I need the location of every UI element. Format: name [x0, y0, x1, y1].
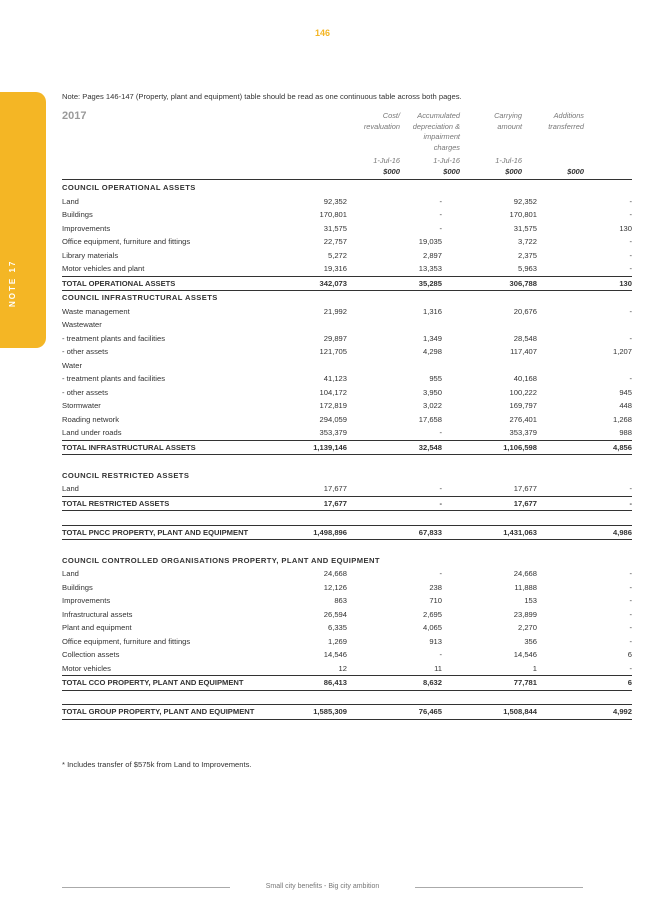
cell-cost: 1,269 — [327, 636, 347, 646]
table-row — [62, 413, 632, 427]
row-gap — [157, 621, 252, 635]
table-row — [62, 662, 632, 676]
cell-depreciation: 3,022 — [422, 401, 442, 410]
cell-carrying-amount: 17,677 — [513, 484, 537, 493]
cell-depreciation: 17,658 — [418, 414, 442, 424]
row-label: Infrastructural assets — [62, 609, 133, 619]
cell-depreciation: - — [439, 650, 442, 659]
grand-total-row — [62, 525, 632, 540]
cell-carrying-amount — [442, 359, 537, 373]
cell-carrying-amount: 28,548 — [513, 333, 537, 343]
row-gap — [157, 413, 252, 427]
page-number: 146 — [314, 28, 331, 38]
cell-additions: - — [629, 582, 632, 592]
cell-depreciation: 3,950 — [422, 387, 442, 397]
row-gap — [157, 662, 252, 676]
cell-cost: 294,059 — [319, 414, 347, 424]
cell-carrying-amount: 1 — [532, 663, 537, 673]
cell-depreciation: - — [439, 196, 442, 206]
cell-carrying-amount: 169,797 — [509, 401, 537, 410]
row-label: Land under roads — [62, 428, 122, 437]
cell-cost: 6,335 — [327, 623, 347, 632]
table-row — [62, 249, 632, 263]
cell-additions: - — [629, 609, 632, 619]
subtotal-row — [62, 440, 632, 455]
cell-depreciation: - — [439, 569, 442, 578]
row-gap — [157, 345, 252, 359]
row-gap — [157, 372, 252, 386]
section-heading — [62, 181, 632, 195]
cell-carrying-amount: 17,677 — [442, 496, 537, 511]
row-label: Library materials — [62, 250, 119, 260]
column-header-depreciation: Accumulated depreciation & impairment charges — [412, 111, 460, 152]
column-unit-cost: $000 — [383, 167, 400, 176]
table-year: 2017 — [62, 110, 87, 122]
column-date-depreciation: 1-Jul-16 — [433, 156, 460, 165]
side-tab — [0, 92, 46, 348]
cell-carrying-amount: 92,352 — [513, 196, 537, 206]
cell-carrying-amount: 276,401 — [509, 414, 537, 424]
table-spacer — [62, 511, 632, 526]
cell-cost: 86,413 — [252, 676, 347, 691]
cell-additions: - — [629, 264, 632, 273]
cell-additions — [537, 318, 632, 332]
cell-cost: 41,123 — [323, 374, 347, 383]
cell-cost: 17,677 — [252, 496, 347, 511]
cell-cost: 17,677 — [323, 484, 347, 493]
cell-additions: 4,992 — [537, 705, 632, 720]
row-gap — [157, 222, 252, 236]
column-header-carrying-amount: Carrying amount — [494, 111, 522, 131]
cell-additions: 130 — [537, 276, 632, 291]
row-gap — [157, 249, 252, 263]
table-row — [62, 372, 632, 386]
cell-additions: 945 — [619, 387, 632, 397]
side-tab-label: NOTE 17 — [8, 259, 17, 307]
cell-carrying-amount — [442, 318, 537, 332]
column-date-cost: 1-Jul-16 — [373, 156, 400, 165]
cell-depreciation: 2,897 — [422, 250, 442, 260]
cell-additions: 1,268 — [612, 414, 632, 424]
cell-additions: - — [537, 496, 632, 511]
cell-depreciation: - — [439, 223, 442, 233]
cell-depreciation: 4,065 — [422, 623, 442, 632]
cell-additions: - — [629, 210, 632, 219]
row-label: Office equipment, furniture and fittings — [62, 636, 191, 646]
cell-cost: 12 — [338, 663, 347, 673]
row-gap — [157, 426, 252, 440]
row-label: - other assets — [62, 387, 109, 397]
cell-additions: 988 — [619, 428, 632, 437]
row-label: Buildings — [62, 210, 93, 219]
cell-carrying-amount: 1,106,598 — [442, 440, 537, 455]
cell-carrying-amount: 1,508,844 — [442, 705, 537, 720]
row-label: Improvements — [62, 223, 111, 233]
column-header-cost: Cost/ revaluation — [363, 111, 400, 131]
cell-depreciation: 8,632 — [347, 676, 442, 691]
cell-additions: - — [629, 596, 632, 605]
cell-additions: - — [629, 237, 632, 246]
column-header-additions: Additions transferred — [548, 111, 584, 131]
cell-carrying-amount: 100,222 — [509, 387, 537, 397]
section-heading — [62, 291, 632, 305]
row-label: Water — [62, 360, 82, 370]
cell-depreciation: 955 — [429, 374, 442, 383]
cell-cost: 1,585,309 — [252, 705, 347, 720]
section-heading-label: COUNCIL INFRASTRUCTURAL ASSETS — [62, 293, 218, 302]
table-row — [62, 262, 632, 276]
column-unit-carrying-amount: $000 — [505, 167, 522, 176]
cell-cost: 24,668 — [323, 569, 347, 578]
section-heading-label: COUNCIL OPERATIONAL ASSETS — [62, 183, 196, 192]
cell-cost: 5,272 — [327, 250, 347, 260]
cell-additions: - — [629, 623, 632, 632]
cell-additions: 1,207 — [612, 347, 632, 356]
cell-depreciation: 4,298 — [422, 347, 442, 356]
cell-cost: 104,172 — [319, 387, 347, 397]
row-gap — [157, 482, 252, 496]
cell-carrying-amount: 2,375 — [517, 250, 537, 260]
row-label: Waste management — [62, 306, 130, 316]
table-spacer — [62, 455, 632, 469]
cell-cost: 1,139,146 — [252, 440, 347, 455]
row-gap — [157, 262, 252, 276]
row-gap — [157, 208, 252, 222]
cell-additions: - — [629, 569, 632, 578]
cell-carrying-amount: 11,888 — [514, 582, 537, 592]
table-spacer — [62, 540, 632, 554]
row-gap — [157, 399, 252, 413]
table-row — [62, 621, 632, 635]
cell-depreciation: 710 — [429, 596, 442, 605]
cell-cost: 14,546 — [323, 650, 347, 659]
cell-depreciation: 67,833 — [347, 525, 442, 540]
cell-additions: 6 — [627, 650, 632, 659]
grand-total-row — [62, 705, 632, 720]
row-label: Land — [62, 196, 79, 206]
cell-additions: - — [629, 196, 632, 206]
table-row — [62, 332, 632, 346]
row-label: - other assets — [62, 347, 109, 356]
table-row — [62, 318, 632, 332]
table-row — [62, 386, 632, 400]
row-gap — [157, 332, 252, 346]
cell-depreciation: - — [347, 496, 442, 511]
cell-depreciation: 11 — [434, 663, 442, 673]
footnote: * Includes transfer of $575k from Land to Improvements. — [62, 760, 252, 769]
section-heading — [62, 469, 632, 483]
cell-cost: 863 — [334, 596, 347, 605]
cell-depreciation: 32,548 — [347, 440, 442, 455]
cell-cost: 12,126 — [323, 582, 347, 592]
row-gap — [157, 386, 252, 400]
cell-carrying-amount: 306,788 — [442, 276, 537, 291]
cell-additions: - — [629, 663, 632, 673]
cell-depreciation: 13,353 — [418, 264, 442, 273]
row-gap — [157, 318, 252, 332]
row-label: - treatment plants and facilities — [62, 333, 165, 343]
row-label: Motor vehicles and plant — [62, 264, 145, 273]
cell-depreciation: 1,316 — [422, 306, 442, 316]
cell-cost: 26,594 — [323, 609, 347, 619]
row-label: TOTAL RESTRICTED ASSETS — [62, 496, 157, 511]
cell-additions: - — [629, 484, 632, 493]
cell-cost: 353,379 — [319, 428, 347, 437]
subtotal-row — [62, 496, 632, 511]
table-row — [62, 426, 632, 440]
table-row — [62, 222, 632, 236]
row-label: Collection assets — [62, 650, 120, 659]
cell-cost: 31,575 — [323, 223, 347, 233]
cell-carrying-amount: 353,379 — [509, 428, 537, 437]
cell-additions: 4,856 — [537, 440, 632, 455]
cell-carrying-amount: 153 — [524, 596, 537, 605]
cell-additions: 130 — [619, 223, 632, 233]
subtotal-row — [62, 276, 632, 291]
row-label: Improvements — [62, 596, 111, 605]
row-gap — [157, 359, 252, 373]
cell-depreciation: - — [439, 210, 442, 219]
table-row — [62, 594, 632, 608]
column-unit-additions: $000 — [567, 167, 584, 176]
row-label: Stormwater — [62, 401, 101, 410]
section-heading — [62, 554, 632, 568]
cell-additions: - — [629, 333, 632, 343]
row-label: Roading network — [62, 414, 119, 424]
cell-carrying-amount: 31,575 — [513, 223, 537, 233]
cell-cost: 92,352 — [323, 196, 347, 206]
cell-carrying-amount: 1,431,063 — [442, 525, 537, 540]
row-label: Land — [62, 569, 79, 578]
cell-additions: 6 — [537, 676, 632, 691]
section-heading-label: COUNCIL CONTROLLED ORGANISATIONS PROPERTY, PLANT AND EQUIPMENT — [62, 555, 380, 565]
row-label: Wastewater — [62, 320, 102, 329]
row-gap — [157, 567, 252, 581]
cell-depreciation: 2,695 — [422, 609, 442, 619]
table-row — [62, 581, 632, 595]
cell-cost: 1,498,896 — [252, 525, 347, 540]
cell-cost: 121,705 — [319, 347, 347, 356]
row-label: TOTAL CCO PROPERTY, PLANT AND EQUIPMENT — [62, 676, 157, 691]
cell-carrying-amount: 24,668 — [513, 569, 537, 578]
cell-additions: - — [629, 374, 632, 383]
row-label: Land — [62, 484, 79, 493]
cell-carrying-amount: 77,781 — [442, 676, 537, 691]
table-row — [62, 345, 632, 359]
table-row — [62, 359, 632, 373]
table-row — [62, 482, 632, 496]
cell-carrying-amount: 3,722 — [517, 237, 537, 246]
table-row — [62, 235, 632, 249]
table-note: Note: Pages 146-147 (Property, plant and equipment) table should be read as one continuous table across both pages. — [62, 92, 462, 101]
column-unit-depreciation: $000 — [443, 167, 460, 176]
cell-depreciation: 76,465 — [347, 705, 442, 720]
row-label: TOTAL GROUP PROPERTY, PLANT AND EQUIPMENT — [62, 705, 157, 720]
cell-additions: - — [629, 306, 632, 316]
header-divider — [62, 179, 632, 180]
cell-depreciation — [347, 318, 442, 332]
row-label: Motor vehicles — [62, 663, 111, 673]
row-gap — [157, 594, 252, 608]
cell-cost — [252, 359, 347, 373]
cell-cost — [252, 318, 347, 332]
cell-carrying-amount: 23,899 — [513, 609, 537, 619]
cell-depreciation — [347, 359, 442, 373]
table-row — [62, 195, 632, 209]
cell-depreciation: 35,285 — [347, 276, 442, 291]
cell-carrying-amount: 5,963 — [517, 264, 537, 273]
ppe-table — [62, 181, 632, 720]
row-gap — [157, 648, 252, 662]
cell-depreciation: - — [439, 428, 442, 437]
footer-tagline: Small city benefits - Big city ambition — [265, 883, 380, 890]
cell-carrying-amount: 170,801 — [509, 210, 537, 219]
subtotal-row — [62, 676, 632, 691]
cell-depreciation: 19,035 — [418, 237, 442, 246]
table-row — [62, 208, 632, 222]
cell-additions: - — [629, 250, 632, 260]
row-label: Plant and equipment — [62, 623, 132, 632]
table-row — [62, 399, 632, 413]
cell-depreciation: 913 — [429, 636, 442, 646]
table-row — [62, 648, 632, 662]
section-heading-label: COUNCIL RESTRICTED ASSETS — [62, 470, 190, 480]
cell-carrying-amount: 117,407 — [510, 347, 537, 356]
cell-additions: 448 — [619, 401, 632, 410]
table-row — [62, 305, 632, 319]
cell-cost: 342,073 — [252, 276, 347, 291]
cell-carrying-amount: 14,546 — [513, 650, 537, 659]
column-date-carrying-amount: 1-Jul-16 — [495, 156, 522, 165]
table-spacer — [62, 690, 632, 705]
row-label: Buildings — [62, 582, 93, 592]
row-gap — [157, 581, 252, 595]
cell-additions: 4,986 — [537, 525, 632, 540]
table-row — [62, 608, 632, 622]
cell-carrying-amount: 2,270 — [517, 623, 537, 632]
cell-depreciation: 238 — [429, 582, 442, 592]
row-gap — [157, 195, 252, 209]
cell-cost: 22,757 — [323, 237, 347, 246]
row-label: TOTAL PNCC PROPERTY, PLANT AND EQUIPMENT — [62, 525, 157, 540]
cell-cost: 172,819 — [319, 401, 347, 410]
row-label: TOTAL INFRASTRUCTURAL ASSETS — [62, 440, 157, 455]
cell-cost: 19,316 — [323, 264, 347, 273]
row-gap — [157, 496, 252, 511]
cell-depreciation: - — [439, 484, 442, 493]
cell-depreciation: 1,349 — [422, 333, 442, 343]
cell-carrying-amount: 40,168 — [513, 374, 537, 383]
table-row — [62, 635, 632, 649]
row-label: Office equipment, furniture and fittings — [62, 237, 191, 246]
cell-additions: - — [629, 636, 632, 646]
cell-carrying-amount: 356 — [524, 636, 537, 646]
cell-cost: 170,801 — [319, 210, 347, 219]
row-gap — [157, 608, 252, 622]
cell-cost: 21,992 — [323, 306, 347, 316]
cell-cost: 29,897 — [323, 333, 347, 343]
cell-additions — [537, 359, 632, 373]
row-gap — [157, 305, 252, 319]
cell-carrying-amount: 20,676 — [513, 306, 537, 316]
table-row — [62, 567, 632, 581]
row-label: TOTAL OPERATIONAL ASSETS — [62, 276, 157, 291]
row-label: - treatment plants and facilities — [62, 374, 165, 383]
